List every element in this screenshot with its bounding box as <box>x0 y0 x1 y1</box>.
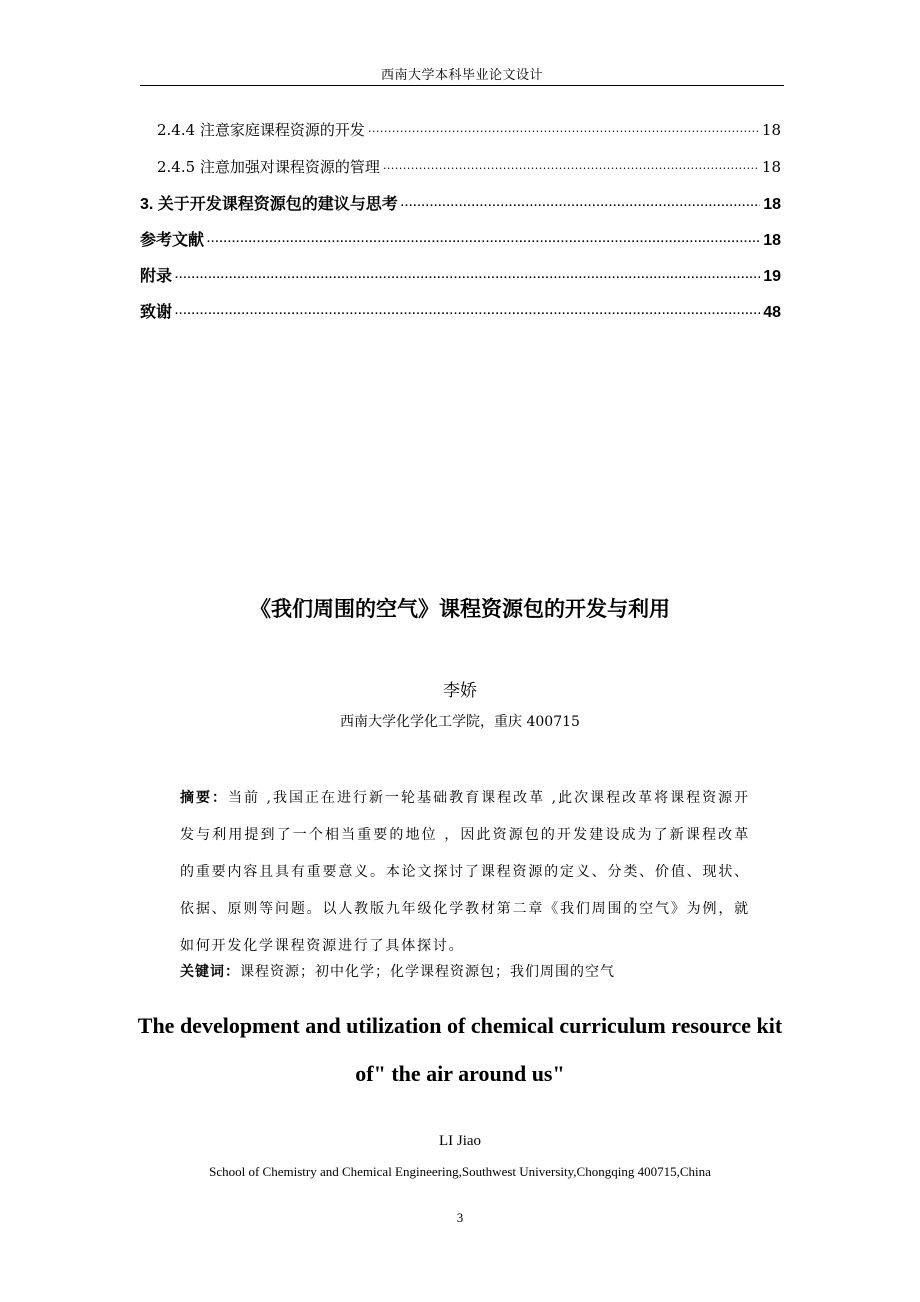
toc-entry-page: 18 <box>761 158 781 176</box>
toc-entry-label: 2.4.5 注意加强对课程资源的管理 <box>157 158 380 176</box>
running-header: 西南大学本科毕业论文设计 <box>380 68 543 83</box>
toc-entry-label: 3. 关于开发课程资源包的建议与思考 <box>140 196 398 213</box>
keywords-text: 课程资源；初中化学；化学课程资源包；我们周围的空气 <box>240 964 615 980</box>
toc-leader-dots <box>401 200 760 212</box>
toc-entry-appendix[interactable] <box>140 263 781 285</box>
keywords-cn <box>180 961 615 981</box>
toc-entry-2-4-4[interactable] <box>140 119 781 141</box>
toc-entry-3[interactable] <box>140 191 781 213</box>
paper-title-en-line2: of" the air around us" <box>355 1061 565 1086</box>
paper-title-en-line1: The development and utilization of chemical curriculum resource kit <box>137 1013 783 1038</box>
page-number: 3 <box>456 1210 464 1225</box>
abstract-text: 当前 ,我国正在进行新一轮基础教育课程改革 ,此次课程改革将课程资源开发与利用提到了一个相当重要的地位 ，因此资源包的开发建设成为了新课程改革的重要内容且具有重要意义。本论文探讨了课程资源的定义、分类、价值、现状、依据、原则等问题。以人教版九年级化学教材第二章《我们周围的空气》为例，就如何开发化学课程资源进行了具体探讨。 <box>180 790 750 954</box>
toc-entry-page: 18 <box>761 121 781 139</box>
toc-leader-dots <box>175 308 760 320</box>
toc-entry-label: 参考文献 <box>140 232 205 249</box>
toc-entry-label: 致谢 <box>140 304 173 321</box>
author-name-cn: 李娇 <box>443 681 477 701</box>
abstract-label: 摘要： <box>180 790 229 806</box>
toc-leader-dots <box>175 272 760 284</box>
toc-entry-page: 18 <box>763 232 781 249</box>
toc-entry-label: 2.4.4 注意家庭课程资源的开发 <box>157 121 365 139</box>
paper-title-cn: 《我们周围的空气》课程资源包的开发与利用 <box>250 597 670 621</box>
toc-entry-page: 19 <box>763 268 781 285</box>
toc-leader-dots <box>207 236 760 248</box>
toc-entry-references[interactable] <box>140 227 781 249</box>
toc-leader-dots <box>368 125 759 138</box>
toc-entry-acknowledgements[interactable] <box>140 299 781 321</box>
toc-entry-page: 18 <box>763 196 781 213</box>
abstract-cn <box>180 780 750 965</box>
header-rule <box>140 85 784 86</box>
toc-entry-label: 附录 <box>140 268 173 285</box>
affiliation-cn: 西南大学化学化工学院，重庆 400715 <box>340 714 580 730</box>
toc-entry-2-4-5[interactable] <box>140 156 781 178</box>
toc-leader-dots <box>383 162 759 175</box>
toc-entry-page: 48 <box>763 304 781 321</box>
affiliation-en: School of Chemistry and Chemical Engineering,Southwest University,Chongqing 400715,China <box>209 1164 711 1179</box>
paper-title-en <box>130 1002 790 1098</box>
keywords-label: 关键词： <box>180 964 240 980</box>
author-name-en: LI Jiao <box>438 1133 482 1149</box>
